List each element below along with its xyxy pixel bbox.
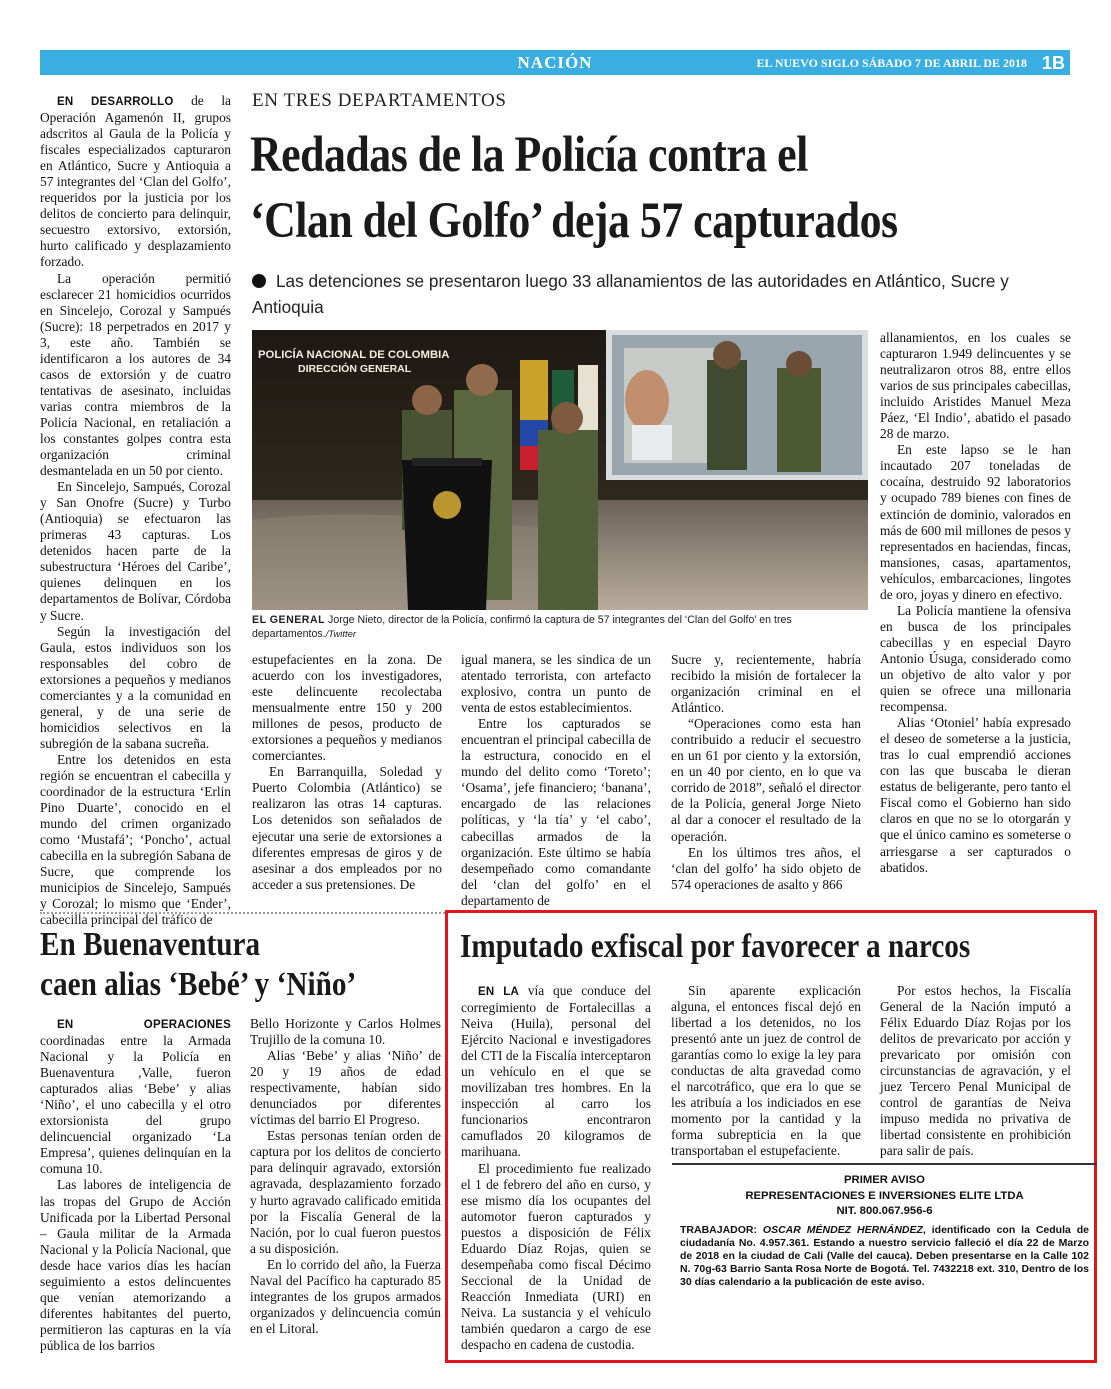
paragraph: Alias ‘Otoniel’ había expresado el deseo de someterse a la justicia, tras lo cual emprendió acciones con las que buscaba le dieran estatus de beligerante, pero tanto el Fiscal como el Gobierno han sido claros en que no se lo otorgarán y que el único camino es someterse o arriesgarse a ser capturados o abatidos.	[880, 715, 1071, 875]
notice-line-2: REPRESENTACIONES E INVERSIONES ELITE LTDA	[745, 1189, 1024, 1202]
main-column-5	[880, 330, 1071, 895]
imputado-column-1	[461, 983, 652, 1353]
paragraph: Bello Horizonte y Carlos Holmes Trujillo de la comuna 10.	[250, 1016, 441, 1048]
paragraph: En Sincelejo, Sampués, Corozal y San Onofre (Sucre) y Turbo (Antioquia) se efectuaron las primeras 43 capturas. Los detenidos hacen parte de la subestructura ‘Héroes del Caribe’, quienes delinquen en los departamentos de Bolívar, Córdoba y Sucre.	[40, 479, 231, 623]
notice-name: OSCAR MÉNDEZ HERNÁNDEZ	[757, 1223, 923, 1236]
paragraph: “Operaciones como esta han contribuido a reducir el secuestro en un 61 por ciento y la extorsión, en un 40 por ciento, en lo que va corrido de 2018”, señaló el director de la Policía, general Jorge Nieto al dar a conocer el resultado de la operación.	[671, 716, 861, 844]
buenaventura-column-1	[40, 1016, 231, 1353]
paragraph: Entre los capturados se encuentran el principal cabecilla de la estructura, conocido en el mundo del delito como ‘Toreto’; ‘Osama’, jefe financiero; ‘banana’, encargado de las relaciones políticas, y ‘la tía’ y ‘el cabo’, cabecillas armados de la organización. Este último se había desempeñado como comandante del ‘clan del golfo’ en el departamento de	[461, 716, 651, 908]
bullet-icon	[252, 274, 266, 288]
imputado-column-2	[671, 983, 861, 1158]
paragraph: Según la investigación del Gaula, estos individuos son los responsables del cobro de extorsiones a pequeños y medianos comerciantes y a la comunidad en general, y de una serie de homicidios selectivos en la subregión de la sabana sucreña.	[40, 623, 231, 751]
main-column-4	[671, 652, 861, 892]
paragraph: estupefacientes en la zona. De acuerdo con los investigadores, este delincuente recolectaba mensualmente entre 150 y 200 millones de pesos, producto de extorsiones a pequeños y medianos comerciantes.	[252, 652, 442, 764]
buenaventura-column-2	[250, 1016, 441, 1336]
paragraph: En Barranquilla, Soledad y Puerto Colombia (Atlántico) se realizaron las otras 14 capturas. Los detenidos son señalados de ejecutar una serie de extorsiones a diferentes empresas de giros y de asesinar a dos empleados por no acceder a sus pretensiones. De	[252, 764, 442, 892]
paragraph: Entre los detenidos en esta región se encuentran el cabecilla y coordinador de la estructura ‘Erlin Pino Duarte’, conocido en el mundo del crimen organizado como ‘Mustafá’; ‘Poncho’, actual cabecilla en la subregión Sabana de Sucre, que comprende los municipios de Sincelejo, Sampués y Corozal; lo mismo que ‘Ender’, cabecilla principal del tráfico de	[40, 751, 231, 928]
notice-line-1: PRIMER AVISO	[844, 1174, 925, 1186]
banner-line-2: DIRECCIÓN GENERAL	[298, 363, 412, 375]
headline-line-2: ‘Clan del Golfo’ deja 57 capturados	[250, 193, 898, 249]
lead-in: EN OPERACIONES	[57, 1019, 231, 1031]
paragraph: En lo corrido del año, la Fuerza Naval del Pacífico ha capturado 85 integrantes de los grupos armados organizados y delincuencia común en el Litoral.	[250, 1256, 441, 1336]
legal-notice	[672, 1163, 1097, 1316]
paragraph: La operación permitió esclarecer 21 homicidios ocurridos en Sincelejo, Corozal y Sampués (Sucre): 18 perpetrados en 2017 y 3, este año. También se identificaron a los autores de 34 casos de extorsión y de cuatro tentativas de asesinato, incluidas varias contra miembros de la Policía Nacional, en retaliación a los constantes golpes contra esta organización criminal desmantelada en un 50 por ciento.	[40, 270, 231, 479]
paragraph: Sucre y, recientemente, habría recibido la misión de fortalecer la organización criminal en el Atlántico.	[671, 652, 861, 716]
notice-body: TRABAJADOR: OSCAR MÉNDEZ HERNÁNDEZ, identificado con la Cedula de ciudadanía No. 4.957.361. Estando a nuestro servicio falleció el día 22 de Marzo de 2018 en la ciudad de Cali (Valle del cauca). Deben presentarse en la Calle 102 N. 70g-63 Barrio Santa Rosa Norte de Bogotá. Tel. 7432218 ext. 310, Dentro de los 30 días calendario a la publicación de este aviso.	[680, 1223, 1090, 1289]
paragraph: EN LA vía que conduce del corregimiento de Fortalecillas a Neiva (Huila), personal del Ejército Nacional e investigadores del CTI de la Fiscalía interceptaron un vehículo en el que se movilizaban tres hombres. En la inspección al carro los funcionarios encontraron camuflados 20 kilogramos de marihuana.	[461, 983, 652, 1160]
paragraph: allanamientos, en los cuales se capturaron 1.949 delincuentes y se neutralizaron otros 88, entre ellos varios de sus principales cabecillas, incluido Aristides Manuel Meza Páez, ‘El Indio’, abatido el pasado 28 de marzo.	[880, 330, 1071, 442]
paragraph: Por estos hechos, la Fiscalía General de la Nación imputó a Félix Eduardo Díaz Rojas por los delitos de prevaricato por acción y prevaricato por omisión con circunstancias de agravación, y el juez Tercero Penal Municipal de control de garantías de Neiva impuso medida no privativa de libertad consistente en prohibición para salir de país.	[880, 983, 1071, 1159]
imputado-column-3	[880, 983, 1071, 1158]
notice-line-3: NIT. 800.067.956-6	[836, 1205, 933, 1217]
paragraph: El procedimiento fue realizado el 1 de febrero del año en curso, y ese mismo día los ocupantes del automotor fueron capturados y puestos a disposición de Félix Eduardo Díaz Rojas, quien se desempeñaba como fiscal Décimo Seccional de la Unidad de Reacción Inmediata (URI) en Neiva. La sustancia y el vehículo también quedaron a cargo de ese despacho en cadena de custodia.	[461, 1160, 651, 1353]
paragraph: En los últimos tres años, el ‘clan del golfo’ ha sido objeto de 574 operaciones de asalto y 866	[671, 844, 861, 892]
buenaventura-headline: En Buenaventura caen alias ‘Bebé’ y ‘Niño’	[40, 926, 357, 1003]
paragraph: En este lapso se le han incautado 207 toneladas de cocaína, destruido 92 laboratorios y ocupado 789 bienes con fines de extinción de dominio, valorados en más de 600 mil millones de pesos y representados en haciendas, fincas, mansiones, casas, apartamentos, vehículos, embarcaciones, lingotes de oro, joyas y dinero en efectivo.	[880, 442, 1071, 602]
lead-in: EN LA	[478, 986, 519, 998]
headline-line-1: Redadas de la Policía contra el	[250, 127, 808, 183]
article-headline	[250, 122, 964, 254]
section-divider	[40, 912, 448, 914]
main-column-3	[461, 652, 651, 908]
notice-label: TRABAJADOR:	[680, 1223, 757, 1236]
paragraph: Sin aparente explicación alguna, el entonces fiscal dejó en libertad a los detenidos, no los presentó ante un juez de control de garantías como lo exige la ley para conductas de alta gravedad como el narcotráfico, que era lo que se les atribuía a los indiciados en ese momento por la cantidad y la forma subrepticia en la que transportaban el estupefaciente.	[671, 983, 861, 1159]
article-subtitle: Las detenciones se presentaron luego 33 allanamientos de las autoridades en Atlántico, Sucre y Antioquia	[252, 271, 1009, 317]
caption-lead: EL GENERAL	[252, 614, 326, 626]
banner-line-1: POLICÍA NACIONAL DE COLOMBIA	[258, 349, 450, 361]
paragraph: igual manera, se les sindica de un atentado terrorista, con artefacto explosivo, contra un punto de venta de estos establecimientos.	[461, 652, 651, 716]
date-line: EL NUEVO SIGLO SÁBADO 7 DE ABRIL DE 2018	[756, 56, 1027, 70]
caption-credit: /Twitter	[325, 629, 357, 640]
paragraph: Alias ‘Bebe’ y alias ‘Niño’ de 20 y 19 años de edad respectivamente, habían sido denunciados por diferentes víctimas del barrio El Progreso.	[250, 1048, 441, 1128]
page-number: 1B	[1042, 53, 1066, 73]
photo-illustration	[252, 330, 868, 610]
paragraph: La Policía mantiene la ofensiva en busca de los principales cabecillas y en especial Dayro Antonio Úsuga, considerado como un objetivo de alto valor y por quien se ofrece una millonaria recompensa.	[880, 602, 1071, 715]
paragraph: EN OPERACIONES coordinadas entre la Armada Nacional y la Policía en Buenaventura ,Valle, fueron capturados alias ‘Bebe’ y alias ‘Niño’, el uno cabecilla y el otro extorsionista del grupo delincuencial organizado ‘La Empresa’, quienes delinquían en la comuna 10.	[40, 1019, 231, 1177]
paragraph: Estas personas tenían orden de captura por los delitos de concierto para delinquir agravado, extorsión agravada, desplazamiento forzado y hurto agravado calificado emitida por la Fiscalía General de la Nación, por lo cual fueron puestos a su disposición.	[250, 1128, 441, 1256]
section-label: NACIÓN	[517, 53, 593, 72]
press-conference-photo	[252, 330, 868, 610]
main-column-2	[252, 652, 442, 892]
lead-in: EN DESARROLLO	[57, 96, 174, 108]
imputado-headline: Imputado exfiscal por favorecer a narcos	[460, 928, 971, 965]
photo-caption: EL GENERAL Jorge Nieto, director de la Policía, confirmó la captura de 57 integrantes del ‘Clan del Golfo’ en tres departamentos./Twitter	[252, 614, 792, 640]
paragraph: EN DESARROLLO de la Operación Agamenón II, grupos adscritos al Gaula de la Policía y fiscales especializados capturaron en Atlántico, Sucre y Antioquia a 57 integrantes del ‘Clan del Golfo’, requeridos por la justicia por los delitos de concierto para delinquir, secuestro extorsivo, extorsión, hurto calificado y desplazamiento forzado.	[40, 93, 231, 270]
main-column-1	[40, 93, 231, 928]
paragraph: Las labores de inteligencia de las tropas del Grupo de Acción Unificada por la Libertad Personal – Gaula militar de la Armada Nacional y la Policía Nacional, que desde hace varios días les hacían seguimiento a estos delincuentes que venían atemorizando a diferentes habitantes del puerto, permitieron las capturas en la vía pública de los barrios	[40, 1177, 231, 1353]
article-kicker: EN TRES DEPARTAMENTOS	[252, 90, 507, 111]
